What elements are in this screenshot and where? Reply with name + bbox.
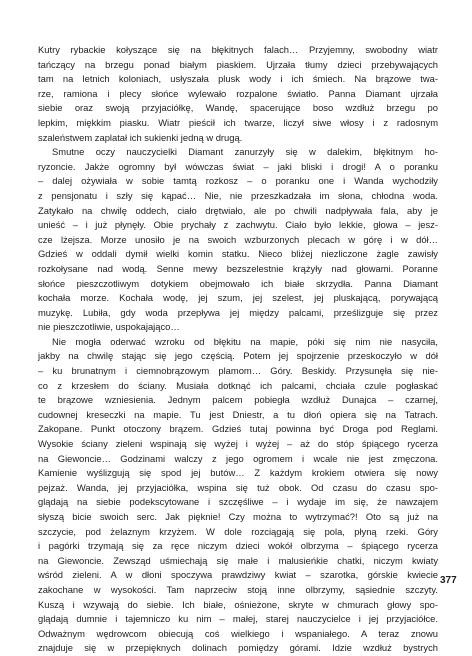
text-line: Odważnym wędrowcom obiecują coś wielkiego i wspaniałego. A teraz znowu: [38, 627, 438, 639]
text-line: na Giewoncie… Godzinami walczy z jego ogromem i wcale nie jest zmęczona.: [38, 452, 438, 464]
text-line: zakochane w wysokości. Tam naprzeciw stoją inne olbrzymy, sąsiednie szczyty.: [38, 583, 438, 595]
text-line: słyszą bicie swoich serc. Jak pięknie! Czy można to wytrzymać?! Oto są już na: [38, 511, 438, 522]
text-line: rze, ramiona i plecy słońce wylewało rozpalone światło. Panna Diamant ujrzała: [38, 87, 438, 99]
text-line: cudownej kreseczki na mapie. Tu jest Dniestr, a tu dłoń opiera się na Tatrach.: [38, 408, 438, 420]
text-line: glądają na siebie podekscytowane i szczęśliwe – i wydaje im się, że nawzajem: [38, 496, 438, 508]
text-line: na Giewoncie. Zewsząd uśmiechają się małe i malusieńkie chatki, niczym kwiaty: [38, 554, 438, 566]
text-line: szaleństwem zaplatał ich sukienki jedną w drugą.: [38, 131, 243, 143]
text-line: – dalej ożywiała w sobie tamtą rozkosz – o poranku one i Wanda wychodziły: [38, 175, 438, 187]
body-text: [38, 43, 438, 656]
text-line: Gdzieś w oddali dymił wielki komin statku. Nieco bliżej niezliczone żagle zawisły: [38, 248, 438, 260]
text-line: wśród zieleni. A w dłoni spoczywa prawdziwy kwiat – szarotka, górskie kwiecie: [38, 569, 438, 581]
text-line: Zatykało na chwilę oddech, ciało drętwiało, ale po chwili nadpływała fala, aby je: [38, 204, 438, 216]
text-line: ryzoncie. Jakże ogromny był wówczas świat – jaki bliski i drogi! A o poranku: [38, 160, 438, 172]
text-line: co z krzesłem do ściany. Musiała dotknąć ich palcami, chciała czule pogłaskać: [38, 379, 438, 391]
text-line: Zakopane. Punkt otoczony brązem. Gdzieś tutaj powinna być Droga pod Reglami.: [38, 423, 438, 435]
text-line: i pagórki trzymają się za ręce niczym dzieci wokół olbrzyma – śpiącego rycerza: [38, 540, 438, 552]
text-line: Smutne oczy nauczycielki Diamant zanurzyły się w dalekim, błękitnym ho-: [52, 146, 438, 158]
text-line: – ku brunatnym i ciemnobrązowym plamom… Góry. Beskidy. Przysunęła się nie-: [38, 365, 438, 377]
text-line: Nie mogła oderwać wzroku od błękitu na mapie, póki się nim nie nasyciła,: [52, 335, 438, 347]
text-line: z pensjonatu i szły się kąpać… Nie, nie przeszkadzała im słona, chłodna woda.: [38, 189, 438, 201]
text-line: muzykę. Lubiła, gdy woda przepływa jej między palcami, prześlizguje się przez: [38, 306, 438, 318]
text-line: słońce pieszczotliwym dotykiem obejmowało ich białe skrzydła. Panna Diamant: [38, 277, 438, 289]
text-line: lepkim, miękkim piasku. Wiatr pieścił ich twarze, liczył siwe włosy i z radosnym: [38, 116, 438, 128]
page-number: 377: [440, 575, 457, 586]
text-line: kochała morze. Kochała wodę, jej szum, jej szelest, jej pluskającą, porywającą: [38, 292, 438, 304]
text-line: te brązowe wzniesienia. Jednym palcem pobiegła wzdłuż Dunajca – czarnej,: [38, 394, 438, 406]
text-line: Kutry rybackie kołyszące się na błękitnych falach… Przyjemny, swobodny wiatr: [38, 44, 438, 55]
text-line: jakby na chwilę stając się jego częścią. Potem jej spojrzenie przeskoczyło w dół: [38, 350, 438, 362]
text-line: znajduje się w przepięknych dolinach pomiędzy górami. Idzie wzdłuż bystrych: [38, 642, 438, 654]
text-line: tam na letnich koloniach, usłyszała plusk wody i ich śmiech. Na brązowe twa-: [38, 73, 438, 85]
text-line: pejzaż. Wanda, jej przyjaciółka, wspina się tuż obok. Od czasu do czasu spo-: [38, 481, 438, 493]
text-line: Kamienie wyślizgują się spod jej butów… Z każdym krokiem otwiera się nowy: [38, 467, 438, 479]
text-line: Wysokie ściany zieleni wspinają się wyżej i wyżej – aż do stóp śpiącego rycerza: [38, 438, 438, 450]
text-line: szczycie, pod żelaznym krzyżem. W dole rozciągają się pola, płyną rzeki. Góry: [38, 525, 438, 537]
text-line: nie pieszczotliwie, uspokajająco…: [38, 321, 180, 333]
text-line: tańczący na brzegu ponad białym piaskiem. Ujrzała tłumy dzieci przebywających: [38, 58, 438, 70]
text-line: unieść – i już płynęły. Obie prychały z zachwytu. Ciało było lekkie, głowa – jesz-: [38, 219, 438, 231]
text-line: Kuszą i wzywają do siebie. Ich białe, ośnieżone, skryte w chmurach głowy spo-: [38, 598, 438, 610]
text-line: cze lżejsza. Morze unosiło je na swoich wzburzonych plecach w górę i w dół…: [38, 233, 438, 245]
text-line: siebie oraz swoją przyjaciółkę, Wandę, spacerujące boso wzdłuż brzegu po: [38, 102, 438, 114]
text-line: glądają dumnie i tajemniczo ku nim – małej, starej nauczycielce i jej przyjaciółce.: [38, 613, 438, 625]
text-line: rozkołysane nad wodą. Senne mewy bezszelestnie krążyły nad głowami. Poranne: [38, 262, 438, 274]
